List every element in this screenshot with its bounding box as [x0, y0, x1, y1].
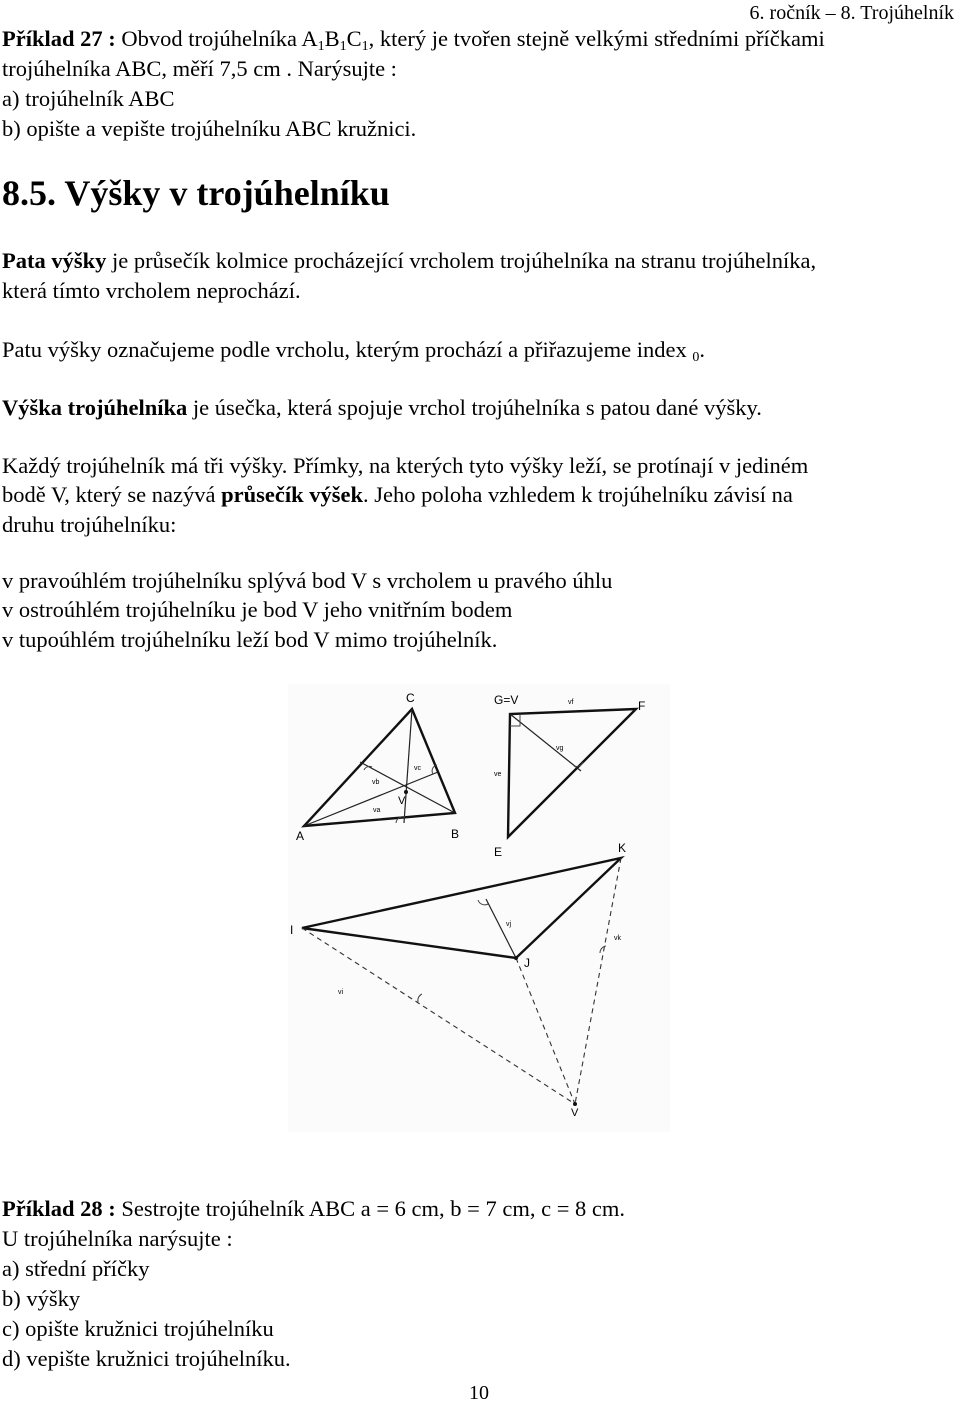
paragraph-notation-end: .: [699, 337, 706, 362]
term-altitude: Výška trojúhelníka: [2, 395, 188, 420]
example27-line1: [2, 26, 825, 55]
paragraph-foot-definition: [2, 248, 816, 274]
example27-text-before: Obvod trojúhelníka A: [115, 26, 318, 51]
example28-text: Sestrojte trojúhelník ABC a = 6 cm, b = 7 cm, c = 8 cm.: [115, 1196, 626, 1221]
section-heading: 8.5. Výšky v trojúhelníku: [2, 173, 390, 213]
example28-item-d: d) vepište kružnici trojúhelníku.: [2, 1346, 291, 1371]
label-vf: vf: [568, 699, 574, 706]
label-vc: vc: [414, 765, 421, 772]
case-obtuse-triangle: v tupoúhlém trojúhelníku leží bod V mimo trojúhelník.: [2, 627, 498, 652]
label-E: E: [494, 845, 503, 859]
example27-b: B: [324, 26, 340, 51]
label-G-V: G=V: [494, 693, 519, 707]
term-foot-of-altitude: Pata výšky: [2, 248, 107, 273]
page-number: 10: [469, 1382, 489, 1404]
label-F: F: [638, 699, 646, 713]
label-vi: vi: [338, 989, 344, 996]
label-C: C: [406, 691, 415, 705]
label-vb: vb: [372, 779, 380, 786]
example28-line1: [2, 1196, 625, 1222]
paragraph-foot-line2: která tímto vrcholem neprochází.: [2, 278, 301, 303]
acute-orthocenter-point: [404, 790, 408, 794]
example27-line2: trojúhelníka ABC, měří 7,5 cm . Narýsujte :: [2, 56, 397, 81]
label-A: A: [296, 829, 305, 843]
label-J: J: [524, 956, 530, 970]
paragraph-orthocenter-line1: Každý trojúhelník má tři výšky. Přímky, na kterých tyto výšky leží, se protínají v jediném: [2, 453, 809, 478]
paragraph-orthocenter-text-a: bodě V, který se nazývá: [2, 482, 222, 507]
obtuse-orthocenter-point: [573, 1102, 577, 1106]
label-I: I: [290, 923, 294, 937]
label-K: K: [618, 841, 627, 855]
paragraph-orthocenter-line3: druhu trojúhelníku:: [2, 512, 177, 537]
example27-item-a: a) trojúhelník ABC: [2, 86, 175, 111]
label-vj: vj: [506, 921, 512, 928]
running-header: 6. ročník – 8. Trojúhelník: [749, 2, 954, 24]
figure-background: [288, 684, 670, 1132]
altitudes-figure: [288, 684, 670, 1132]
example28-item-b: b) výšky: [2, 1286, 81, 1311]
paragraph-notation-text: Patu výšky označujeme podle vrcholu, kterým prochází a přiřazujeme index: [2, 337, 687, 362]
example27-sub1: 1: [317, 39, 325, 54]
label-V-obtuse: V: [571, 1107, 579, 1119]
label-B: B: [451, 827, 460, 841]
example28-item-a: a) střední příčky: [2, 1256, 150, 1281]
example27-sub2: 1: [339, 39, 347, 54]
example28-line2: U trojúhelníka narýsujte :: [2, 1226, 233, 1251]
label-vg: vg: [556, 745, 564, 752]
label-ve: ve: [494, 771, 502, 778]
label-va: va: [373, 807, 381, 814]
index-zero: 0: [692, 350, 700, 365]
case-right-triangle: v pravoúhlém trojúhelníku splývá bod V s vrcholem u pravého úhlu: [2, 568, 613, 593]
case-acute-triangle: v ostroúhlém trojúhelníku je bod V jeho vnitřním bodem: [2, 597, 513, 622]
term-orthocenter: průsečík výšek: [221, 482, 364, 507]
example27-item-b: b) opište a vepište trojúhelníku ABC kružnici.: [2, 116, 417, 141]
label-vk: vk: [614, 935, 621, 942]
example28-label: Příklad 28 :: [2, 1196, 116, 1221]
label-V-acute: V: [398, 795, 406, 807]
example27-c: C: [346, 26, 362, 51]
altitudes-diagram: [288, 684, 670, 1132]
example27-sub3: 1: [361, 39, 369, 54]
paragraph-notation: [2, 337, 705, 366]
paragraph-foot-text: je průsečík kolmice procházející vrcholem trojúhelníka na stranu trojúhelníka,: [106, 248, 817, 273]
paragraph-orthocenter-text-b: . Jeho poloha vzhledem k trojúhelníku závisí na: [363, 482, 793, 507]
example27-text-after: , který je tvořen stejně velkými středními příčkami: [368, 26, 825, 51]
paragraph-altitude-text: je úsečka, která spojuje vrchol trojúhelníka s patou dané výšky.: [187, 395, 762, 420]
paragraph-orthocenter-line2: [2, 482, 793, 508]
paragraph-altitude-definition: [2, 395, 762, 421]
vertex-J-point: [514, 956, 518, 960]
example27-label: Příklad 27 :: [2, 26, 116, 51]
example28-item-c: c) opište kružnici trojúhelníku: [2, 1316, 274, 1341]
